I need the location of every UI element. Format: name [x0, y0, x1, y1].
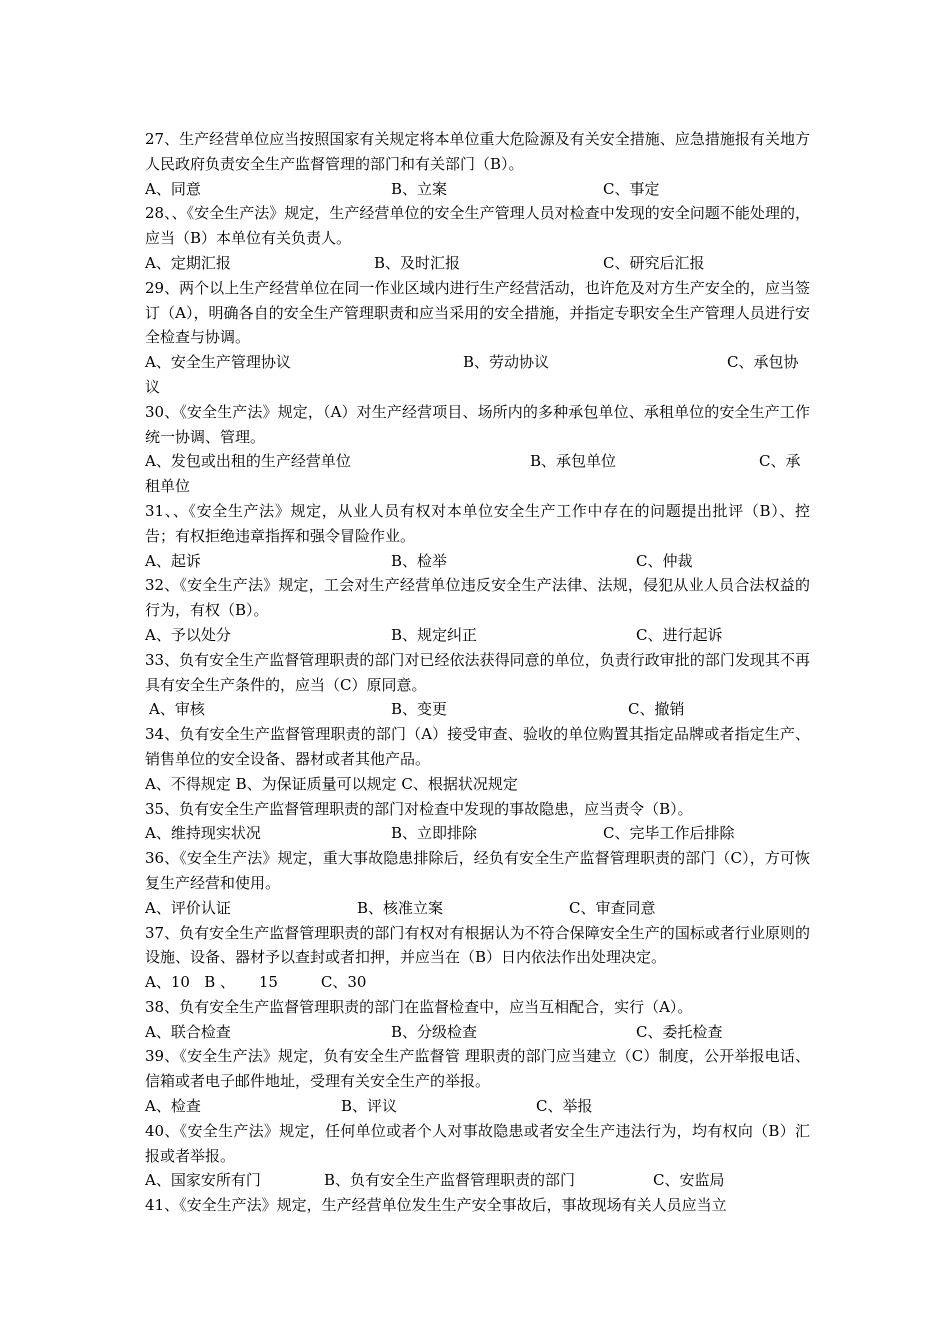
- option-c-wrap: 议: [145, 377, 161, 396]
- options-29: [145, 350, 810, 400]
- option-b: B、负有安全生产监督管理职责的部门: [324, 1171, 576, 1190]
- question-36: 36、《安全生产法》规定，重大事故隐患排除后，经负有安全生产监督管理职责的部门（C），方可恢复生产经营和使用。: [145, 849, 810, 892]
- option-a: A、定期汇报: [145, 253, 231, 272]
- option-b: B、及时汇报: [374, 253, 461, 272]
- option-c: C、安监局: [653, 1171, 725, 1190]
- option-a: A、安全生产管理协议: [145, 353, 291, 372]
- option-b: B、分级检查: [391, 1022, 478, 1041]
- options-33: [145, 697, 810, 722]
- question-30: 30、《安全生产法》规定，（A）对生产经营项目、场所内的多种承包单位、承租单位的安全生产工作统一协调、管理。: [145, 402, 810, 446]
- options-38: [145, 1020, 810, 1045]
- option-c: C、撤销: [628, 700, 685, 719]
- question-41: 41、《安全生产法》规定，生产经营单位发生生产安全事故后，事故现场有关人员应当立: [145, 1196, 727, 1215]
- option-b: B、立案: [391, 179, 448, 198]
- options-31: [145, 549, 810, 574]
- option-a: A、予以处分: [145, 625, 231, 644]
- options-32: [145, 623, 810, 648]
- document-page: [145, 127, 810, 1218]
- option-c: C、仲裁: [636, 551, 693, 570]
- question-35: 35、负有安全生产监督管理职责的部门对检查中发现的事故隐患，应当责令（B）。: [145, 799, 693, 818]
- options-35: [145, 821, 810, 846]
- option-b: B、规定纠正: [391, 625, 478, 644]
- option-b: B、核准立案: [357, 898, 444, 917]
- option-c: C、研究后汇报: [603, 253, 705, 272]
- option-c: C、完毕工作后排除: [603, 824, 735, 843]
- option-a: A、审核: [149, 700, 205, 719]
- option-c: C、承: [759, 452, 801, 471]
- options-39: [145, 1094, 810, 1119]
- question-37: 37、负有安全生产监督管理职责的部门有权对有根据认为不符合保障安全生产的国标或者行业原则的设施、设备、器材予以查封或者扣押，并应当在（B）日内依法作出处理决定。: [145, 923, 810, 967]
- option-a: A、评价认证: [145, 898, 231, 917]
- option-a: A、起诉: [145, 551, 201, 570]
- option-b: B、承包单位: [530, 452, 617, 471]
- option-a: A、同意: [145, 179, 201, 198]
- options-27: [145, 177, 810, 202]
- options-36: [145, 896, 810, 921]
- option-c: C、举报: [536, 1097, 593, 1116]
- option-c: C、承包协: [727, 353, 799, 372]
- option-c: C、审查同意: [569, 898, 656, 917]
- option-a: A、检查: [145, 1097, 201, 1116]
- option-b: B、劳动协议: [463, 353, 550, 372]
- option-b: B、变更: [391, 700, 448, 719]
- option-c-wrap: 租单位: [145, 477, 191, 496]
- option-a: A、发包或出租的生产经营单位: [145, 452, 351, 471]
- options-34: A、不得规定 B、为保证质量可以规定 C、根据状况规定: [145, 774, 518, 793]
- option-b: B、立即排除: [391, 824, 478, 843]
- question-28: 28、、《安全生产法》规定，生产经营单位的安全生产管理人员对检查中发现的安全问题不能处理的，应当（B）本单位有关负责人。: [145, 204, 810, 248]
- question-38: 38、负有安全生产监督管理职责的部门在监督检查中，应当互相配合，实行（A）。: [145, 997, 693, 1016]
- option-c: C、事定: [603, 179, 660, 198]
- option-b: B、评议: [341, 1097, 398, 1116]
- question-29: 29、两个以上生产经营单位在同一作业区域内进行生产经营活动，也许危及对方生产安全的，应当签订（A），明确各自的安全生产管理职责和应当采用的安全措施，并指定专职安全生产管理人员进行安全检查与协调。: [145, 278, 810, 347]
- options-28: [145, 251, 810, 276]
- question-40: 40、《安全生产法》规定，任何单位或者个人对事故隐患或者安全生产违法行为，均有权向（B）汇报或者举报。: [145, 1121, 810, 1165]
- option-a: A、维持现实状况: [145, 824, 261, 843]
- options-40: [145, 1168, 810, 1193]
- question-32: 32、《安全生产法》规定，工会对生产经营单位违反安全生产法律、法规，侵犯从业人员合法权益的行为，有权（B）。: [145, 576, 810, 620]
- question-27: 27、生产经营单位应当按照国家有关规定将本单位重大危险源及有关安全措施、应急措施报有关地方人民政府负责安全生产监督管理的部门和有关部门（B）。: [145, 130, 810, 173]
- question-34: 34、负有安全生产监督管理职责的部门（A）接受审查、验收的单位购置其指定品牌或者指定生产、销售单位的安全设备、器材或者其他产品。: [145, 725, 810, 768]
- option-c: C、委托检查: [636, 1022, 723, 1041]
- question-39: 39、《安全生产法》规定，负有安全生产监督管 理职责的部门应当建立（C）制度，公开举报电话、信箱或者电子邮件地址，受理有关安全生产的举报。: [145, 1047, 810, 1091]
- options-30: [145, 449, 810, 499]
- question-31: 31、、《安全生产法》规定，从业人员有权对本单位安全生产工作中存在的问题提出批评（B）、控告；有权拒绝违章指挥和强令冒险作业。: [145, 501, 810, 545]
- question-33: 33、负有安全生产监督管理职责的部门对已经依法获得同意的单位，负责行政审批的部门发现其不再具有安全生产条件的，应当（C）原同意。: [145, 650, 810, 694]
- option-b: B、检举: [391, 551, 448, 570]
- option-c: C、进行起诉: [636, 625, 723, 644]
- option-a: A、国家安所有门: [145, 1171, 261, 1190]
- option-a: A、联合检查: [145, 1022, 231, 1041]
- options-37: A、10 B 、 15 C、30: [145, 973, 367, 992]
